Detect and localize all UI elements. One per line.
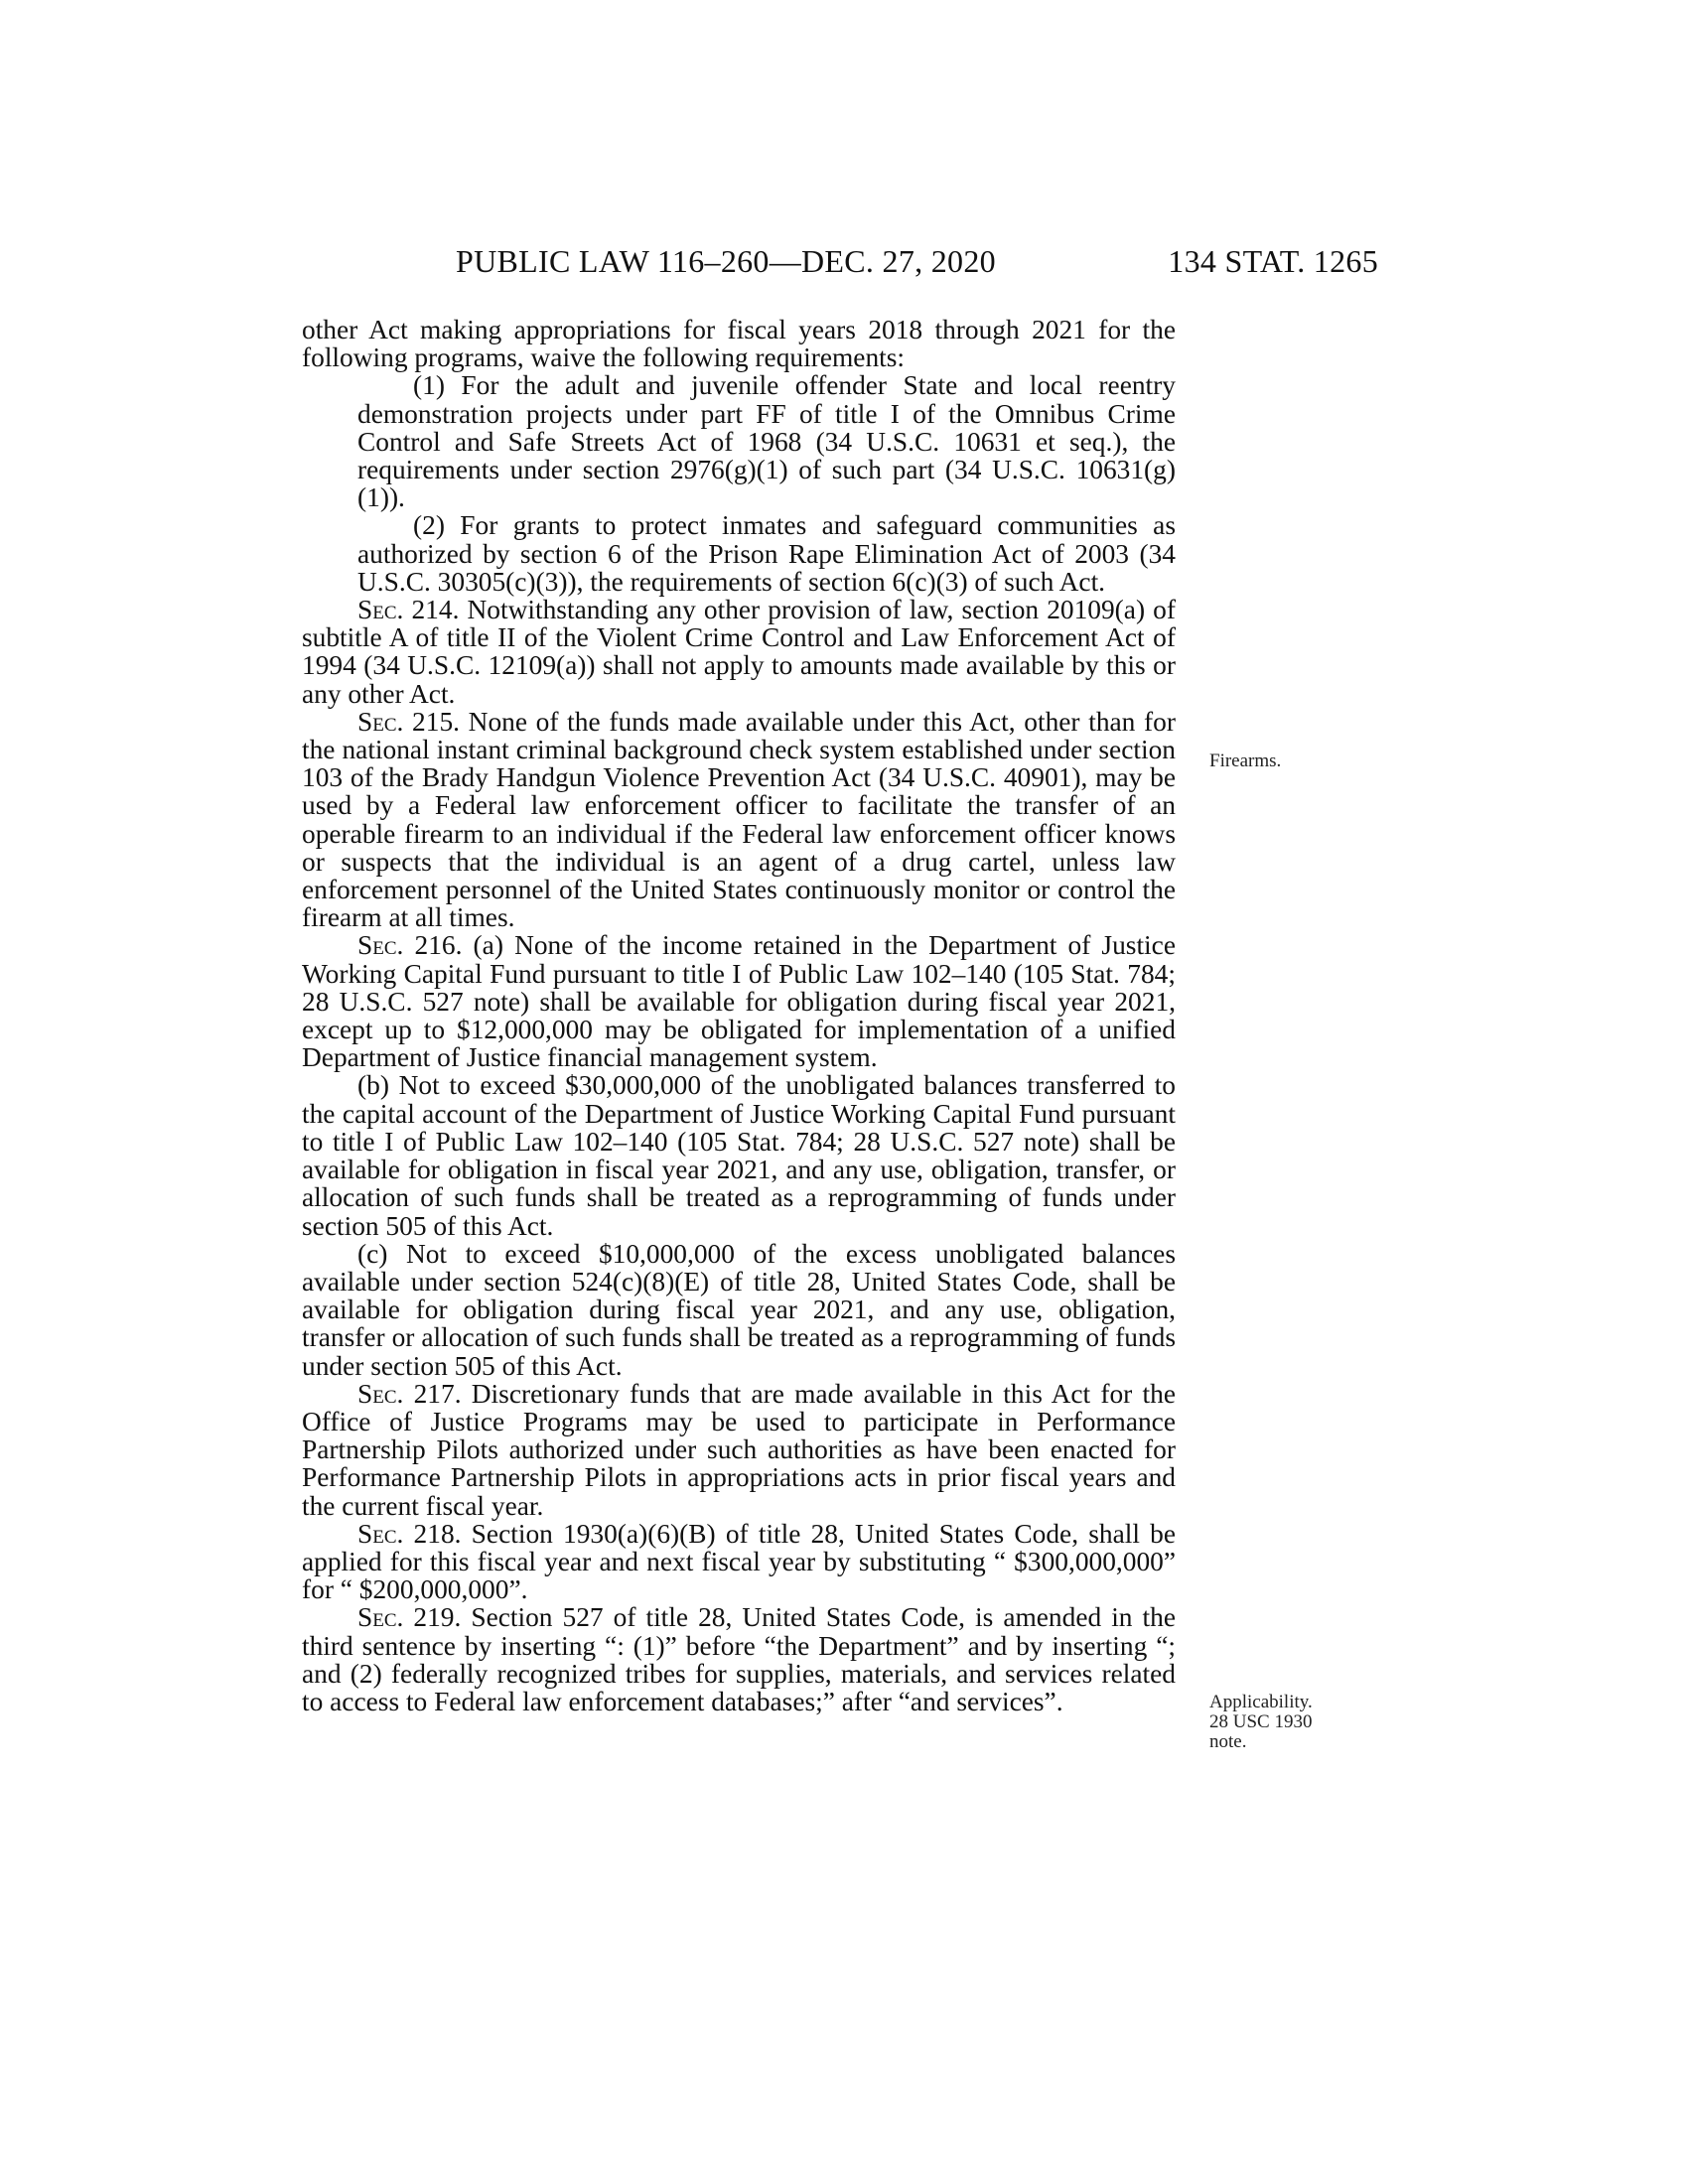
page-stat-number: 134 STAT. 1265 [1168,243,1378,279]
item-1-paragraph: (1) For the adult and juvenile offender State and local reentry demonstration projects under part FF of title I of the Omnibus Crime Control and Safe Streets Act of 1968 (34 U.S.C. 10631 et seq.), the requirements under section 2976(g)(1) of such part (34 U.S.C. 10631(g)(1)). [357,370,1176,513]
section-215 [302,708,1176,932]
section-216c: (c) Not to exceed $10,000,000 of the excess unobligated balances available under section 524(c)(8)(E) of title 28, United States Code, shall be available for obligation during fiscal year 2021, and any use, obligation, transfer or allocation of such funds shall be treated as a reprogramming of funds under section 505 of this Act. [302,1238,1176,1381]
section-216b: (b) Not to exceed $30,000,000 of the unobligated balances transferred to the capital account of the Department of Justice Working Capital Fund pursuant to title I of Public Law 102–140 (105 Stat. 784; 28 U.S.C. 527 note) shall be available for obligation in fiscal year 2021, and any use, obligation, transfer, or allocation of such funds shall be treated as a reprogramming of funds under section 505 of this Act. [302,1070,1176,1241]
margin-note-applicability [1209,1693,1313,1752]
margin-note-firearms: Firearms. [1209,751,1282,771]
sec-label: Sec. [357,1602,404,1633]
section-214 [302,596,1176,708]
section-218 [302,1520,1176,1604]
body-text-column [302,316,1176,1715]
sec-label: Sec. [357,706,404,737]
sec-label: Sec. [357,930,404,961]
section-218-text: 218. Section 1930(a)(6)(B) of title 28, United States Code, shall be applied for this fiscal year and next fiscal year by substituting “ $300,000,000” for “ $200,000,000”. [302,1518,1176,1605]
intro-paragraph: other Act making appropriations for fiscal years 2018 through 2021 for the following programs, waive the following requirements: [302,315,1176,373]
margin-note-applicability-line1: Applicability. [1209,1692,1313,1712]
section-215-text: 215. None of the funds made available under this Act, other than for the national instant criminal background check system established under section 103 of the Brady Handgun Violence Prevention Act (34 U.S.C. 40901), may be used by a Federal law enforcement officer to facilitate the transfer of an operable firearm to an individual if the Federal law enforcement officer knows or suspects that the individual is an agent of a drug cartel, unless law enforcement personnel of the United States continuously monitor or control the firearm at all times. [302,706,1176,933]
margin-note-applicability-line3: note. [1209,1731,1247,1752]
section-217 [302,1380,1176,1520]
margin-note-applicability-line2: 28 USC 1930 [1209,1711,1313,1732]
section-217-text: 217. Discretionary funds that are made available in this Act for the Office of Justice Programs may be used to participate in Performance Partnership Pilots authorized under such authorities as have been enacted for Performance Partnership Pilots in appropriations acts in prior fiscal years and the current fiscal year. [302,1378,1176,1521]
sec-label: Sec. [357,595,404,625]
sec-label: Sec. [357,1518,404,1549]
section-216a [302,931,1176,1071]
section-216a-text: 216. (a) None of the income retained in the Department of Justice Working Capital Fund pursuant to title I of Public Law 102–140 (105 Stat. 784; 28 U.S.C. 527 note) shall be available for obligation during fiscal year 2021, except up to $12,000,000 may be obligated for implementation of a unified Department of Justice financial management system. [302,930,1176,1073]
sec-label: Sec. [357,1378,404,1409]
section-214-text: 214. Notwithstanding any other provision of law, section 20109(a) of subtitle A of title II of the Violent Crime Control and Law Enforcement Act of 1994 (34 U.S.C. 12109(a)) shall not apply to amounts made available by this or any other Act. [302,595,1176,709]
running-header-title: PUBLIC LAW 116–260—DEC. 27, 2020 [456,243,996,279]
section-219-text: 219. Section 527 of title 28, United States Code, is amended in the third sentence by inserting “: (1)” before “the Department” and by inserting “; and (2) federally recognized tribes for supplies, materials, and services related to access to Federal law enforcement databases;” after “and services”. [302,1602,1176,1716]
item-2-paragraph: (2) For grants to protect inmates and safeguard communities as authorized by section 6 of the Prison Rape Elimination Act of 2003 (34 U.S.C. 30305(c)(3)), the requirements of section 6(c)(3) of such Act. [357,510,1176,597]
section-219 [302,1603,1176,1715]
